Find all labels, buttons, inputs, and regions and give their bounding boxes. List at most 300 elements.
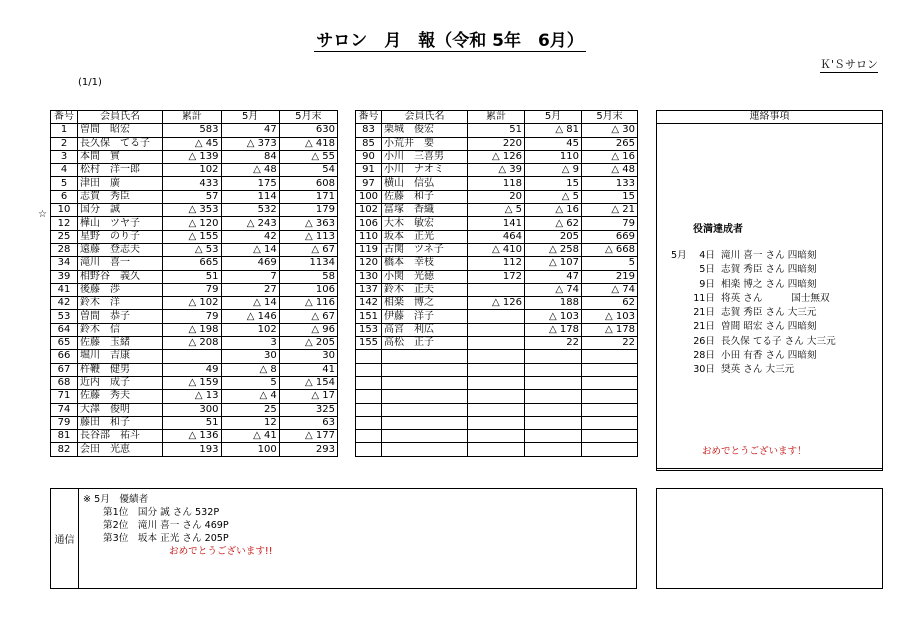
- communication-box: [50, 488, 637, 589]
- month-value: [525, 430, 582, 443]
- month-value: △ 14: [221, 243, 279, 256]
- cumulative-value: 57: [163, 190, 221, 203]
- table-row: [356, 150, 638, 163]
- table-row: [356, 257, 638, 270]
- cumulative-value: 141: [468, 217, 525, 230]
- month-value: △ 48: [221, 164, 279, 177]
- month-value: 47: [525, 270, 582, 283]
- salon-name: Ｋ'Ｓサロン: [819, 58, 878, 71]
- yakuman-text: 将英 さん 国士無双: [721, 292, 830, 304]
- cumulative-value: [468, 350, 525, 363]
- yakuman-title: 役満達成者: [693, 224, 743, 235]
- month-end-value: △ 668: [582, 243, 638, 256]
- yakuman-item: [671, 335, 836, 349]
- month-value: △ 62: [525, 217, 582, 230]
- member-name: [382, 376, 468, 389]
- notice-header: 連絡事項: [657, 111, 882, 124]
- member-name: 伊藤 洋子: [382, 310, 468, 323]
- member-name: 長谷部 祐斗: [78, 430, 163, 443]
- month-value: △ 14: [221, 297, 279, 310]
- member-number: [356, 430, 382, 443]
- table-row: [51, 204, 338, 217]
- yakuman-item: [671, 306, 836, 320]
- month-value: △ 5: [525, 190, 582, 203]
- table-row: [51, 217, 338, 230]
- month-end-value: 325: [279, 403, 337, 416]
- table-row: [356, 297, 638, 310]
- cumulative-value: 118: [468, 177, 525, 190]
- table-row: [51, 323, 338, 336]
- month-value: 42: [221, 230, 279, 243]
- table-row: [51, 177, 338, 190]
- month-end-value: 54: [279, 164, 337, 177]
- month-end-value: 265: [582, 137, 638, 150]
- member-number: 53: [51, 310, 78, 323]
- member-name: 鈴木 洋: [78, 297, 163, 310]
- member-number: 79: [51, 416, 78, 429]
- cumulative-value: △ 198: [163, 323, 221, 336]
- month-end-value: △ 21: [582, 204, 638, 217]
- month-value: △ 41: [221, 430, 279, 443]
- month-end-value: △ 205: [279, 337, 337, 350]
- table-row: [51, 124, 338, 137]
- month-end-value: 62: [582, 297, 638, 310]
- month-value: 27: [221, 283, 279, 296]
- month-end-value: 669: [582, 230, 638, 243]
- table-row: [356, 323, 638, 336]
- cumulative-value: 220: [468, 137, 525, 150]
- cumulative-value: 102: [163, 164, 221, 177]
- star-mark: ☆: [38, 209, 47, 220]
- table-row: [51, 230, 338, 243]
- month-end-value: 58: [279, 270, 337, 283]
- month-end-value: △ 113: [279, 230, 337, 243]
- cumulative-value: △ 126: [468, 150, 525, 163]
- member-name: 相楽 博之: [382, 297, 468, 310]
- month-end-value: △ 48: [582, 164, 638, 177]
- month-value: 102: [221, 323, 279, 336]
- cumulative-value: △ 155: [163, 230, 221, 243]
- table-row: [51, 430, 338, 443]
- column-header: 会員氏名: [78, 111, 163, 124]
- notice-bottom-box: [656, 488, 883, 589]
- table-row: [356, 350, 638, 363]
- member-number: 42: [51, 297, 78, 310]
- member-number: 25: [51, 230, 78, 243]
- member-name: 横山 信弘: [382, 177, 468, 190]
- month-end-value: 22: [582, 337, 638, 350]
- month-end-value: 171: [279, 190, 337, 203]
- member-name: 遠藤 登志夫: [78, 243, 163, 256]
- table-row: [356, 217, 638, 230]
- table-row: [356, 230, 638, 243]
- table-row: [356, 137, 638, 150]
- yakuman-day: 11日: [693, 292, 715, 304]
- member-name: 本間 實: [78, 150, 163, 163]
- month-value: 15: [525, 177, 582, 190]
- member-number: [356, 363, 382, 376]
- month-end-value: 5: [582, 257, 638, 270]
- member-number: 102: [356, 204, 382, 217]
- member-name: 滝川 喜一: [78, 257, 163, 270]
- column-header: 会員氏名: [382, 111, 468, 124]
- member-name: 高宮 利広: [382, 323, 468, 336]
- member-name: 樺山 ツヤ子: [78, 217, 163, 230]
- cumulative-value: [468, 416, 525, 429]
- month-end-value: △ 30: [582, 124, 638, 137]
- month-value: 22: [525, 337, 582, 350]
- member-name: 小川 ナオミ: [382, 164, 468, 177]
- member-number: 1: [51, 124, 78, 137]
- column-header: 5月: [525, 111, 582, 124]
- month-end-value: △ 55: [279, 150, 337, 163]
- member-name: 高松 正子: [382, 337, 468, 350]
- month-value: 84: [221, 150, 279, 163]
- table-row: [51, 164, 338, 177]
- member-name: 後藤 渉: [78, 283, 163, 296]
- member-number: 41: [51, 283, 78, 296]
- table-row: [356, 164, 638, 177]
- cumulative-value: △ 120: [163, 217, 221, 230]
- cumulative-value: [468, 390, 525, 403]
- month-end-value: 133: [582, 177, 638, 190]
- cumulative-value: 112: [468, 257, 525, 270]
- member-number: 90: [356, 150, 382, 163]
- member-name: 大澤 俊明: [78, 403, 163, 416]
- column-header: 累計: [163, 111, 221, 124]
- member-name: [382, 443, 468, 456]
- column-header: 5月末: [582, 111, 638, 124]
- month-end-value: △ 17: [279, 390, 337, 403]
- month-value: [525, 443, 582, 456]
- yakuman-month: 5月: [671, 250, 687, 261]
- member-name: 曽間 恭子: [78, 310, 163, 323]
- cumulative-value: △ 136: [163, 430, 221, 443]
- member-name: 冨塚 香織: [382, 204, 468, 217]
- cumulative-value: 49: [163, 363, 221, 376]
- member-number: 64: [51, 323, 78, 336]
- member-number: 81: [51, 430, 78, 443]
- member-name: 大木 敏宏: [382, 217, 468, 230]
- yakuman-item: [671, 278, 836, 292]
- yakuman-text: 小田 有香 さん 四暗刻: [721, 350, 817, 362]
- member-number: 97: [356, 177, 382, 190]
- table-row: [356, 363, 638, 376]
- table-row: [51, 243, 338, 256]
- table-row: [356, 430, 638, 443]
- member-name: 長久保 てる子: [78, 137, 163, 150]
- month-value: 532: [221, 204, 279, 217]
- month-end-value: △ 177: [279, 430, 337, 443]
- member-number: 65: [51, 337, 78, 350]
- member-name: 相野谷 義久: [78, 270, 163, 283]
- cumulative-value: △ 208: [163, 337, 221, 350]
- member-name: 鈴木 正夫: [382, 283, 468, 296]
- month-value: △ 178: [525, 323, 582, 336]
- month-end-value: 41: [279, 363, 337, 376]
- member-number: 130: [356, 270, 382, 283]
- yakuman-day: 4日: [699, 250, 715, 261]
- notice-panel: [656, 110, 883, 471]
- member-name: 小荒井 要: [382, 137, 468, 150]
- table-row: [51, 416, 338, 429]
- table-row: [356, 390, 638, 403]
- column-header: 番号: [51, 111, 78, 124]
- month-value: 47: [221, 124, 279, 137]
- yakuman-list: [671, 249, 836, 378]
- yakuman-item: [671, 249, 836, 263]
- table-row: [51, 310, 338, 323]
- member-number: 10: [51, 204, 78, 217]
- month-end-value: △ 363: [279, 217, 337, 230]
- member-number: 67: [51, 363, 78, 376]
- member-number: [356, 376, 382, 389]
- month-end-value: [582, 403, 638, 416]
- month-value: 110: [525, 150, 582, 163]
- table-row: [51, 443, 338, 456]
- month-value: △ 243: [221, 217, 279, 230]
- yakuman-text: 相楽 博之 さん 四暗刻: [721, 278, 817, 290]
- member-number: 85: [356, 137, 382, 150]
- month-value: [525, 390, 582, 403]
- member-name: 津田 廣: [78, 177, 163, 190]
- cumulative-value: 79: [163, 283, 221, 296]
- month-value: △ 4: [221, 390, 279, 403]
- month-end-value: 630: [279, 124, 337, 137]
- month-value: 3: [221, 337, 279, 350]
- notice-congrats: おめでとうございます！: [702, 446, 807, 457]
- month-value: △ 107: [525, 257, 582, 270]
- member-name: 佐藤 和子: [382, 190, 468, 203]
- month-end-value: △ 103: [582, 310, 638, 323]
- member-number: 5: [51, 177, 78, 190]
- month-value: △ 373: [221, 137, 279, 150]
- table-row: [51, 376, 338, 389]
- table-row: [51, 150, 338, 163]
- report-title: サロン 月 報（令和 5年 6月）: [316, 31, 584, 51]
- month-end-value: [582, 350, 638, 363]
- month-end-value: [582, 416, 638, 429]
- cumulative-value: 51: [163, 416, 221, 429]
- yakuman-item: [671, 363, 836, 377]
- yakuman-day: 5日: [699, 264, 715, 276]
- cumulative-value: 79: [163, 310, 221, 323]
- month-end-value: 63: [279, 416, 337, 429]
- cumulative-value: [468, 430, 525, 443]
- member-number: 82: [51, 443, 78, 456]
- cumulative-value: 51: [163, 270, 221, 283]
- yakuman-text: 曽間 昭宏 さん 四暗刻: [721, 321, 817, 333]
- table-row: [356, 243, 638, 256]
- table-row: [356, 416, 638, 429]
- month-end-value: [582, 430, 638, 443]
- member-number: 6: [51, 190, 78, 203]
- table-header-row: [356, 111, 638, 124]
- rank-1: 第1位 国分 誠 さん 532P: [103, 507, 220, 518]
- cumulative-value: 20: [468, 190, 525, 203]
- communication-content: [83, 493, 273, 558]
- table-row: [356, 204, 638, 217]
- month-value: [525, 350, 582, 363]
- month-end-value: 30: [279, 350, 337, 363]
- yakuman-day: 30日: [693, 364, 715, 376]
- table-row: [51, 337, 338, 350]
- table-row: [356, 443, 638, 456]
- member-number: 39: [51, 270, 78, 283]
- month-end-value: △ 178: [582, 323, 638, 336]
- member-name: [382, 390, 468, 403]
- table-row: [356, 124, 638, 137]
- month-value: 469: [221, 257, 279, 270]
- month-end-value: 219: [582, 270, 638, 283]
- month-end-value: [582, 363, 638, 376]
- yakuman-item: [671, 263, 836, 277]
- cumulative-value: [468, 337, 525, 350]
- member-number: [356, 416, 382, 429]
- month-value: [525, 416, 582, 429]
- cumulative-value: △ 410: [468, 243, 525, 256]
- cumulative-value: △ 353: [163, 204, 221, 217]
- member-table-left: [50, 110, 338, 457]
- month-end-value: [582, 376, 638, 389]
- member-number: 142: [356, 297, 382, 310]
- member-name: 古関 ツネ子: [382, 243, 468, 256]
- month-end-value: △ 74: [582, 283, 638, 296]
- member-number: 153: [356, 323, 382, 336]
- month-value: 205: [525, 230, 582, 243]
- table-row: [51, 390, 338, 403]
- cumulative-value: 433: [163, 177, 221, 190]
- cumulative-value: △ 39: [468, 164, 525, 177]
- table-row: [51, 363, 338, 376]
- member-number: 4: [51, 164, 78, 177]
- member-number: 66: [51, 350, 78, 363]
- month-value: 25: [221, 403, 279, 416]
- yakuman-text: 奨英 さん 大三元: [721, 364, 795, 376]
- month-value: 175: [221, 177, 279, 190]
- month-value: △ 16: [525, 204, 582, 217]
- table-header-row: [51, 111, 338, 124]
- cumulative-value: [468, 376, 525, 389]
- member-number: [356, 443, 382, 456]
- member-name: 志賀 秀臣: [78, 190, 163, 203]
- member-name: [382, 430, 468, 443]
- month-value: 45: [525, 137, 582, 150]
- yakuman-text: 志賀 秀臣 さん 四暗刻: [721, 264, 817, 276]
- column-header: 番号: [356, 111, 382, 124]
- month-value: 114: [221, 190, 279, 203]
- table-row: [51, 257, 338, 270]
- table-row: [51, 297, 338, 310]
- yakuman-text: 長久保 てる子 さん 大三元: [721, 335, 836, 347]
- cumulative-value: [163, 350, 221, 363]
- month-value: 7: [221, 270, 279, 283]
- month-value: 30: [221, 350, 279, 363]
- member-number: 34: [51, 257, 78, 270]
- member-name: 星野 のり子: [78, 230, 163, 243]
- column-header: 5月: [221, 111, 279, 124]
- member-number: [356, 390, 382, 403]
- member-name: [382, 403, 468, 416]
- table-row: [356, 403, 638, 416]
- cumulative-value: △ 13: [163, 390, 221, 403]
- month-value: 5: [221, 376, 279, 389]
- month-end-value: 1134: [279, 257, 337, 270]
- month-value: [525, 363, 582, 376]
- page-number: (1/1): [78, 77, 102, 88]
- member-name: [382, 363, 468, 376]
- yakuman-day: 26日: [693, 335, 715, 347]
- cumulative-value: △ 126: [468, 297, 525, 310]
- cumulative-value: △ 139: [163, 150, 221, 163]
- member-number: 110: [356, 230, 382, 243]
- member-name: 栗城 俊宏: [382, 124, 468, 137]
- member-number: 12: [51, 217, 78, 230]
- rank-2: 第2位 滝川 喜一 さん 469P: [103, 520, 229, 531]
- cumulative-value: 464: [468, 230, 525, 243]
- member-number: 100: [356, 190, 382, 203]
- cumulative-value: [468, 310, 525, 323]
- cumulative-value: [468, 283, 525, 296]
- table-row: [51, 350, 338, 363]
- cumulative-value: △ 159: [163, 376, 221, 389]
- month-end-value: 106: [279, 283, 337, 296]
- month-value: △ 258: [525, 243, 582, 256]
- cumulative-value: △ 5: [468, 204, 525, 217]
- month-end-value: 293: [279, 443, 337, 456]
- member-name: 近内 成子: [78, 376, 163, 389]
- table-row: [51, 137, 338, 150]
- yakuman-item: [671, 292, 836, 306]
- month-value: △ 103: [525, 310, 582, 323]
- yakuman-day: 9日: [699, 278, 715, 290]
- member-name: [382, 350, 468, 363]
- member-number: 151: [356, 310, 382, 323]
- month-end-value: △ 16: [582, 150, 638, 163]
- month-end-value: △ 96: [279, 323, 337, 336]
- member-name: 鈴木 信: [78, 323, 163, 336]
- member-name: 佐藤 玉緒: [78, 337, 163, 350]
- member-name: 小川 三喜男: [382, 150, 468, 163]
- member-name: 坂本 正光: [382, 230, 468, 243]
- member-name: 佐藤 秀夫: [78, 390, 163, 403]
- member-number: 137: [356, 283, 382, 296]
- member-number: 106: [356, 217, 382, 230]
- member-number: 28: [51, 243, 78, 256]
- cumulative-value: 51: [468, 124, 525, 137]
- member-name: 橋本 幸枝: [382, 257, 468, 270]
- month-value: △ 146: [221, 310, 279, 323]
- yakuman-text: 滝川 喜一 さん 四暗刻: [721, 250, 817, 261]
- cumulative-value: △ 53: [163, 243, 221, 256]
- top-performers-heading: ※ 5月 優績者: [83, 494, 149, 505]
- member-name: 杵鞭 健男: [78, 363, 163, 376]
- month-value: [525, 403, 582, 416]
- cumulative-value: △ 102: [163, 297, 221, 310]
- member-number: 119: [356, 243, 382, 256]
- member-number: 3: [51, 150, 78, 163]
- member-number: 155: [356, 337, 382, 350]
- month-value: [525, 376, 582, 389]
- member-name: 曽間 昭宏: [78, 124, 163, 137]
- table-row: [356, 310, 638, 323]
- month-end-value: 15: [582, 190, 638, 203]
- yakuman-text: 志賀 秀臣 さん 大三元: [721, 307, 817, 319]
- table-row: [51, 270, 338, 283]
- table-row: [356, 190, 638, 203]
- yakuman-item: [671, 349, 836, 363]
- table-row: [356, 337, 638, 350]
